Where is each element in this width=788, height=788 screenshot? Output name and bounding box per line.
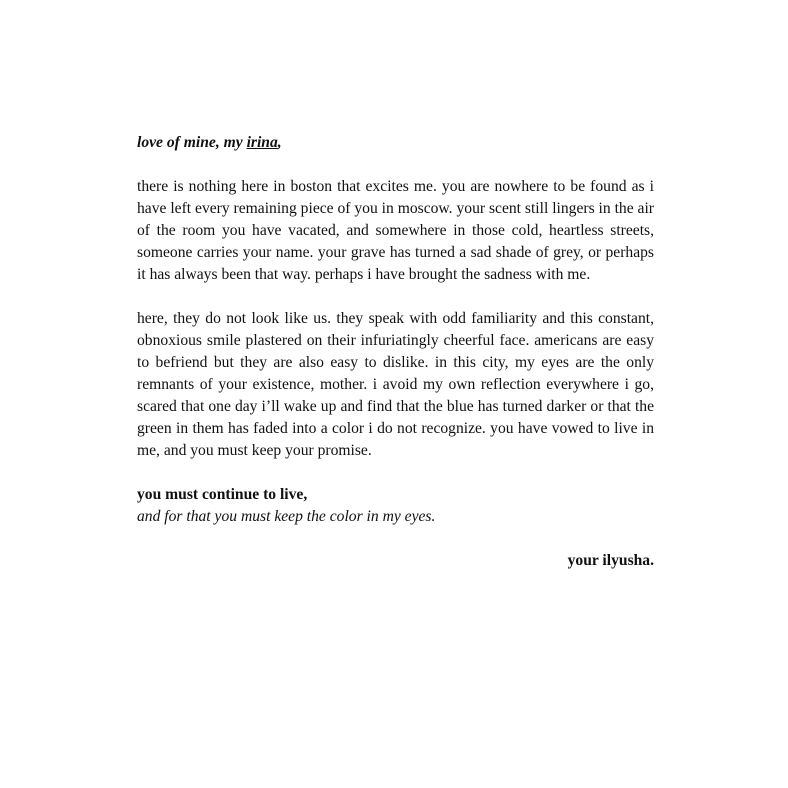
signature: your ilyusha.	[567, 552, 654, 569]
salutation-name: irina	[246, 134, 278, 151]
closing-line-italic: and for that you must keep the color in my eyes.	[137, 508, 436, 525]
salutation	[137, 132, 654, 154]
salutation-prefix: love of mine, my	[137, 134, 247, 151]
paragraph-here: here, they do not look like us. they speak with odd familiarity and this constant, obnoxious smile plastered on their infuriatingly cheerful face. americans are easy to befriend but they are also easy to dislike. in this city, my eyes are the only remnants of your existence, mother. i avoid my own reflection everywhere i go, scared that one day i’ll wake up and find that the blue has turned darker or that the green in them has faded into a color i do not recognize. you have vowed to live in me, and you must keep your promise.	[137, 310, 654, 459]
paragraph-boston: there is nothing here in boston that excites me. you are nowhere to be found as i have left every remaining piece of you in moscow. your scent still lingers in the air of the room you have vacated, and somewhere in those cold, heartless streets, someone carries your name. your grave has turned a sad shade of grey, or perhaps it has always been that way. perhaps i have brought the sadness with me.	[137, 178, 654, 283]
closing-line-bold: you must continue to live,	[137, 486, 308, 503]
salutation-suffix: ,	[277, 134, 282, 151]
letter-body	[137, 132, 654, 572]
